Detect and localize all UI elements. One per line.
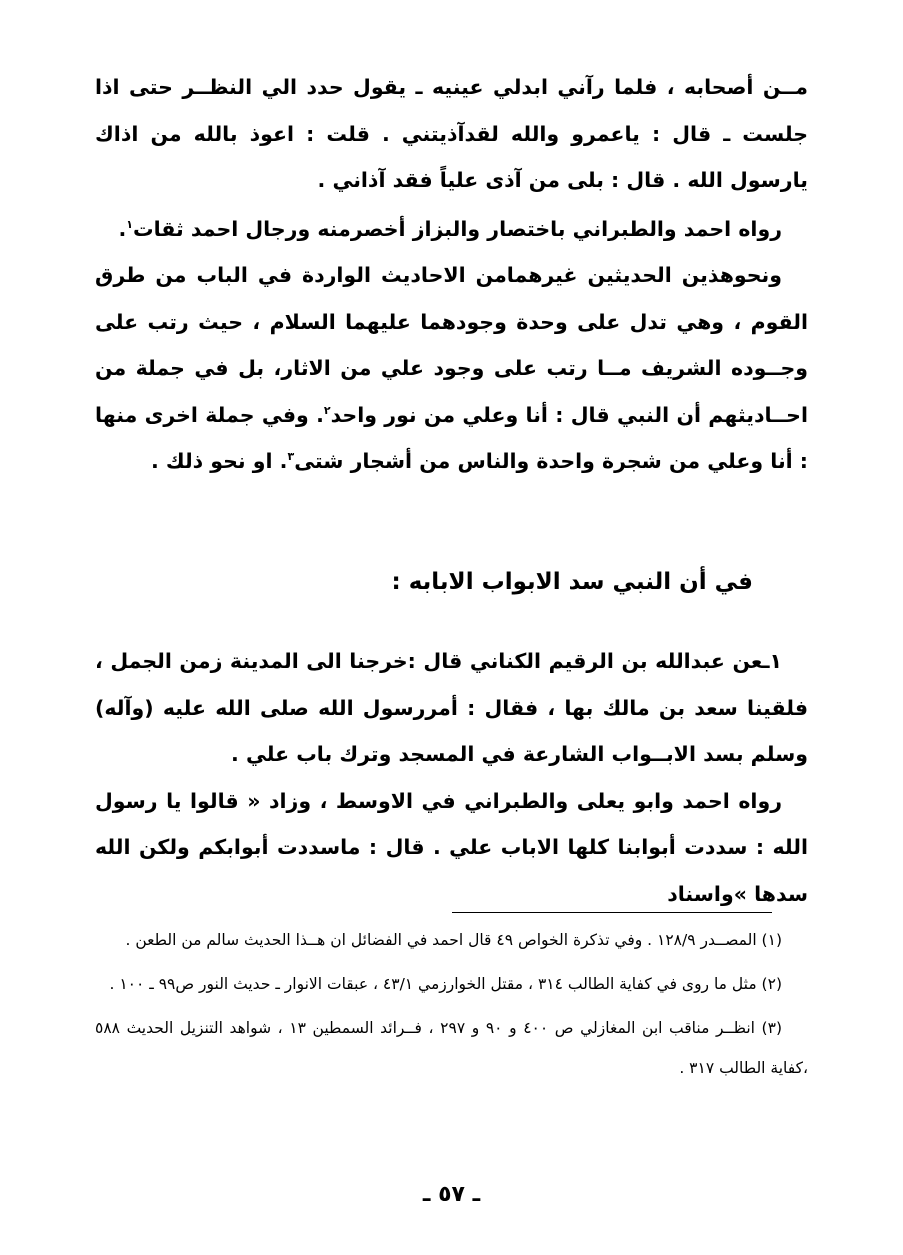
footnote-3: (٣) انظــر مناقب ابن المغازلي ص ٤٠٠ و ٩٠ و ٢٩٧ ، فــرائد السمطين ١٣ ، شواهد التنزيل الحديث ٥٨٨ ،كفاية الطالب ٣١٧ .: [95, 1019, 808, 1077]
section-text: [95, 638, 808, 917]
footnote-ref-2: ٢: [323, 403, 331, 417]
footnote-ref-3: ٣: [287, 450, 295, 464]
discussion-text-b: . وفي جملة اخرى منها : أنا وعلي من شجرة واحدة والناس من أشجار شتى: [95, 402, 808, 473]
footnote-1: (١) المصــدر ١٢٨/٩ . وفي تذكرة الخواص ٤٩ قال احمد في الفضائل ان هــذا الحديث سالم من الطعن .: [125, 931, 782, 949]
paragraph-hadith-continuation: مــن أصحابه ، فلما رآني ابدلي عينيه ـ يقول حدد الي النظــر حتى اذا جلست ـ قال : ياعمرو والله لقدآذيتني . قلت : اعوذ بالله من اذاك يارسول الله . قال : بلى من آذى علياً فقد آذاني .: [95, 75, 808, 192]
footnotes: [95, 920, 808, 1092]
paragraph-hadith-1: ١ـعن عبدالله بن الرقيم الكناني قال :خرجنا الى المدينة زمن الجمل ، فلقينا سعد بن مالك بها ، فقال : أمررسول الله صلى الله عليه (وآله) وسلم بسد الابــواب الشارعة في المسجد وترك باب علي .: [95, 649, 808, 766]
discussion-text-a: ونحوهذين الحديثين غيرهمامن الاحاديث الواردة في الباب من طرق القوم ، وهي تدل على وحدة وجودهما عليهما السلام ، حيث رتب على وجــوده الشريف مــا رتب على وجود علي من الاثار، بل في جملة من احــاديثهم أن النبي قال : أنا وعلي من نور واحد: [95, 263, 808, 427]
paragraph-narration-2: رواه احمد وابو يعلى والطبراني في الاوسط ، وزاد « قالوا يا رسول الله : سددت أبوابنا كلها الاباب علي . قال : ماسددت أبوابكم ولكن الله سدها »واسناد: [95, 788, 808, 906]
paragraph-narration-source: [95, 206, 808, 253]
footnote-2: (٢) مثل ما روى في كفاية الطالب ٣١٤ ، مقتل الخوارزمي ٤٣/١ ، عبقات الانوار ـ حديث النور ص٩٩ ـ ١٠٠ .: [109, 975, 782, 993]
main-text: [95, 64, 808, 485]
sentence-end: .: [118, 216, 127, 241]
page-number: ـ ٥٧ ـ: [422, 1182, 481, 1207]
paragraph-discussion: [95, 252, 808, 485]
footnote-separator: [452, 912, 772, 913]
footnote-ref-1: ١: [126, 217, 133, 231]
section-heading: في أن النبي سد الابواب الابابه :: [391, 569, 753, 595]
narration-text: رواه احمد والطبراني باختصار والبزاز أخصرمنه ورجال احمد ثقات: [132, 216, 782, 241]
discussion-text-c: . او نحو ذلك .: [150, 449, 288, 473]
